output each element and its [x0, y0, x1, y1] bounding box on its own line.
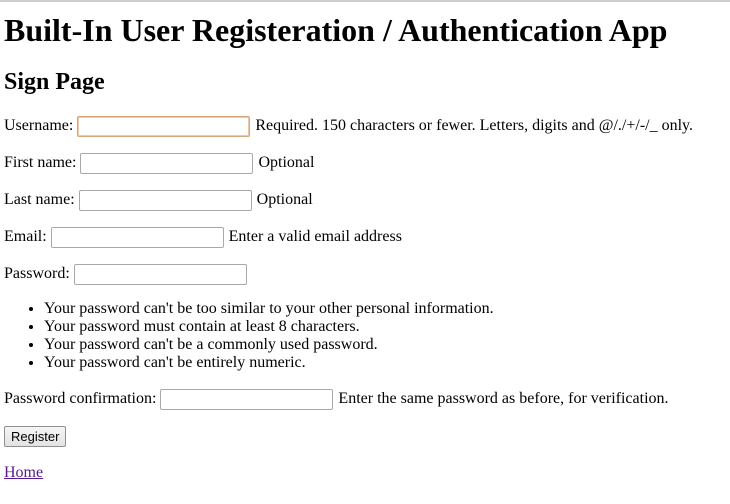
email-input[interactable] [51, 227, 224, 248]
last-name-row [4, 189, 313, 211]
page-subtitle: Sign Page [4, 69, 105, 95]
password-rule-item: • Your password must contain at least 8 characters. [44, 318, 494, 336]
last-name-help-text: Optional [256, 191, 313, 208]
username-input[interactable] [77, 116, 250, 137]
page-title: Built-In User Registeration / Authentication App [4, 12, 668, 48]
last-name-input[interactable] [79, 190, 252, 211]
password-rule-item: • Your password can't be a commonly used password. [44, 336, 494, 354]
email-row [4, 226, 402, 248]
password-confirmation-label: Password confirmation: [4, 390, 157, 407]
top-border [0, 0, 730, 2]
password-rule-item: • Your password can't be entirely numeric. [44, 354, 494, 372]
first-name-row [4, 152, 314, 174]
username-label: Username: [4, 117, 74, 134]
last-name-label: Last name: [4, 191, 75, 208]
password-rules-list [4, 300, 494, 372]
email-label: Email: [4, 228, 47, 245]
password-confirmation-help-text: Enter the same password as before, for verification. [338, 390, 669, 407]
first-name-input[interactable] [80, 153, 253, 174]
password-confirmation-row [4, 388, 669, 410]
register-button[interactable]: Register [4, 426, 66, 447]
password-confirmation-input[interactable] [160, 389, 333, 410]
home-link[interactable]: Home [4, 464, 44, 481]
username-help-text: Required. 150 characters or fewer. Letters, digits and @/./+/-/_ only. [255, 117, 694, 134]
first-name-help-text: Optional [258, 154, 315, 171]
password-input[interactable] [74, 264, 247, 285]
username-row [4, 115, 693, 137]
email-help-text: Enter a valid email address [228, 228, 402, 245]
password-label: Password: [4, 265, 70, 282]
password-rule-item: • Your password can't be too similar to your other personal information. [44, 300, 494, 318]
first-name-label: First name: [4, 154, 77, 171]
password-row [4, 263, 247, 285]
